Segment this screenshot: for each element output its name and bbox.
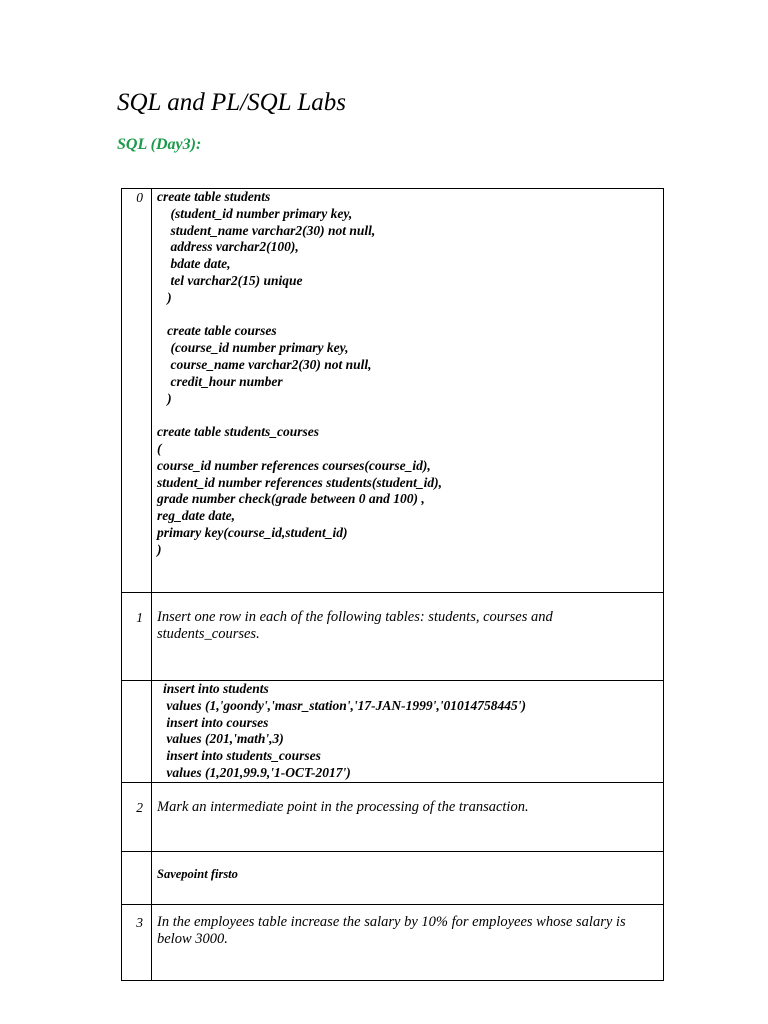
row-number-cell: [122, 783, 152, 852]
row-number: 0: [136, 190, 143, 205]
table-row: [122, 905, 664, 981]
section-heading: SQL (Day3):: [117, 136, 202, 153]
row-number-cell: [122, 852, 152, 905]
code-cell: [152, 189, 664, 593]
question-text: Insert one row in each of the following tables: students, courses and students_courses.: [157, 609, 553, 642]
page-title: SQL and PL/SQL Labs: [117, 89, 347, 116]
question-cell: [152, 905, 664, 981]
table-row: [122, 852, 664, 905]
lab-table: [121, 188, 664, 981]
row-number: 2: [136, 800, 143, 815]
question-text: In the employees table increase the salary by 10% for employees whose salary is below 3000.: [157, 914, 626, 947]
row-number-cell: [122, 681, 152, 783]
table-row: [122, 189, 664, 593]
table-row: [122, 593, 664, 681]
row-number: 1: [136, 610, 143, 625]
question-cell: [152, 783, 664, 852]
row-number-cell: [122, 905, 152, 981]
code-cell: [152, 852, 664, 905]
row-number: 3: [136, 915, 143, 930]
savepoint-code: Savepoint firsto: [157, 867, 238, 881]
table-row: [122, 681, 664, 783]
question-cell: [152, 593, 664, 681]
row-number-cell: [122, 189, 152, 593]
table-row: [122, 783, 664, 852]
code-cell: [152, 681, 664, 783]
insert-rows-code: insert into students values (1,'goondy','masr_station','17-JAN-1999','01014758445') insert into courses values (201,'math',3) insert into students_courses values (1,201,99.9,'1-OCT-2017'): [163, 681, 527, 780]
create-tables-code: create table students (student_id number primary key, student_name varchar2(30) not null, address varchar2(100), bdate date, tel varchar2(15) unique ) create table courses (course_id number primary key, course_name varchar2(30) not null, credit_hour number ) create table students_courses ( course_id number references courses(course_id), student_id number references students(student_id), grade number check(grade between 0 and 100) , reg_date date, primary key(course_id,student_id) ): [157, 189, 443, 557]
row-number-cell: [122, 593, 152, 681]
question-text: Mark an intermediate point in the processing of the transaction.: [157, 799, 529, 815]
